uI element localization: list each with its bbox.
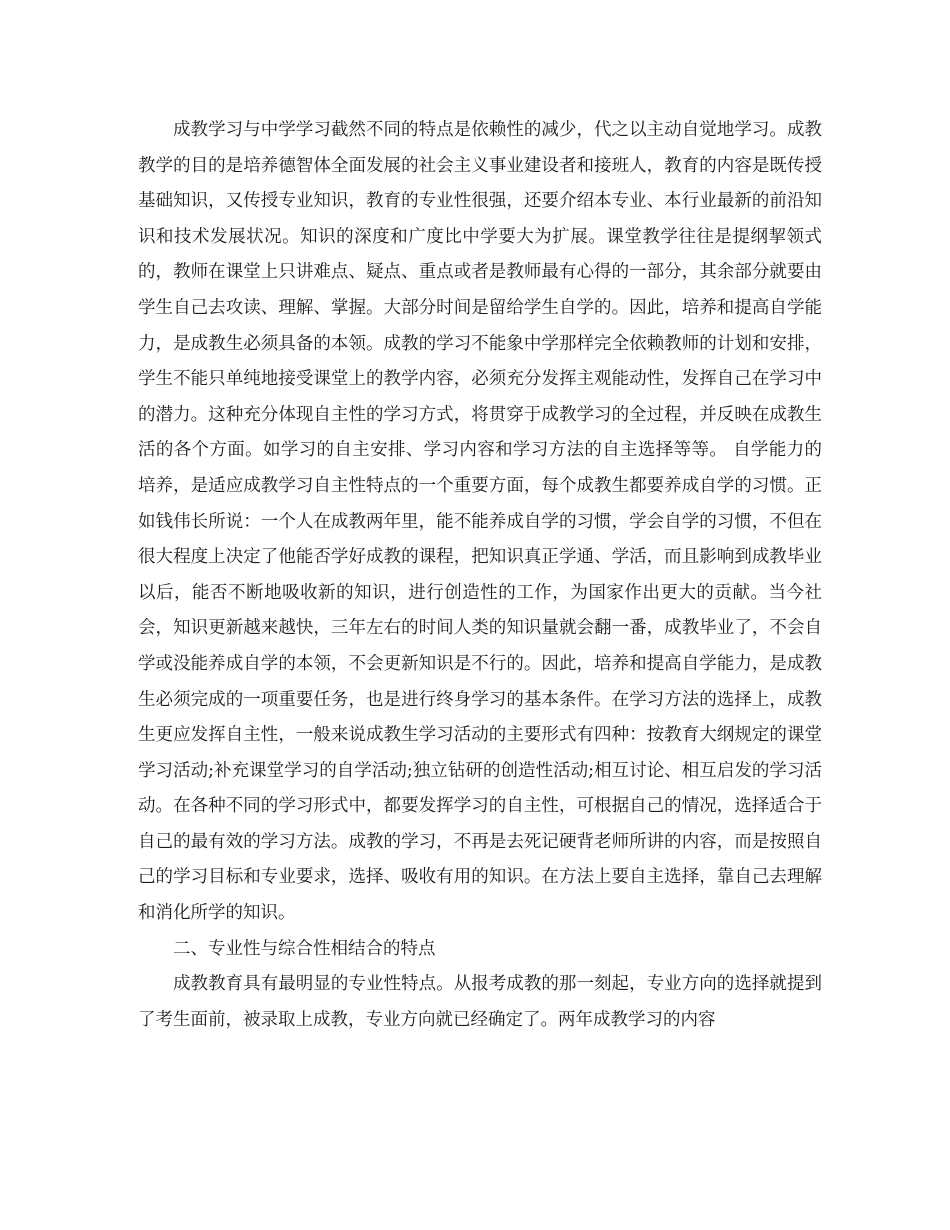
document-page: [138, 113, 822, 1038]
section-heading: 二、专业性与综合性相结合的特点: [173, 938, 436, 959]
body-paragraph-2: 成教教育具有最明显的专业性特点。从报考成教的那一刻起，专业方向的选择就提到了考生面前，被录取上成教，专业方向就已经确定了。两年成教学习的内容: [138, 974, 822, 1030]
body-paragraph-1: 成教学习与中学学习截然不同的特点是依赖性的减少，代之以主动自觉地学习。成教教学的目的是培养德智体全面发展的社会主义事业建设者和接班人，教育的内容是既传授基础知识，又传授专业知识，教育的专业性很强，还要介绍本专业、本行业最新的前沿知识和技术发展状况。知识的深度和广度比中学要大为扩展。课堂教学往往是提纲挈领式的，教师在课堂上只讲难点、疑点、重点或者是教师最有心得的一部分，其余部分就要由学生自己去攻读、理解、掌握。大部分时间是留给学生自学的。因此，培养和提高自学能力，是成教生必须具备的本领。成教的学习不能象中学那样完全依赖教师的计划和安排，学生不能只单纯地接受课堂上的教学内容，必须充分发挥主观能动性，发挥自己在学习中的潜力。这种充分体现自主性的学习方式，将贯穿于成教学习的全过程，并反映在成教生活的各个方面。如学习的自主安排、学习内容和学习方法的自主选择等等。 自学能力的培养，是适应成教学习自主性特点的一个重要方面，每个成教生都要养成自学的习惯。正如钱伟长所说：一个人在成教两年里，能不能养成自学的习惯，学会自学的习惯，不但在很大程度上决定了他能否学好成教的课程，把知识真正学通、学活，而且影响到成教毕业以后，能否不断地吸收新的知识，进行创造性的工作，为国家作出更大的贡献。当今社会，知识更新越来越快，三年左右的时间人类的知识量就会翻一番，成教毕业了，不会自学或没能养成自学的本领，不会更新知识是不行的。因此，培养和提高自学能力，是成教生必须完成的一项重要任务，也是进行终身学习的基本条件。在学习方法的选择上，成教生更应发挥自主性，一般来说成教生学习活动的主要形式有四种：按教育大纲规定的课堂学习活动;补充课堂学习的自学活动;独立钻研的创造性活动;相互讨论、相互启发的学习活动。在各种不同的学习形式中，都要发挥学习的自主性，可根据自己的情况，选择适合于自己的最有效的学习方法。成教的学习，不再是去死记硬背老师所讲的内容，而是按照自己的学习目标和专业要求，选择、吸收有用的知识。在方法上要自主选择，靠自己去理解和消化所学的知识。: [138, 120, 822, 924]
